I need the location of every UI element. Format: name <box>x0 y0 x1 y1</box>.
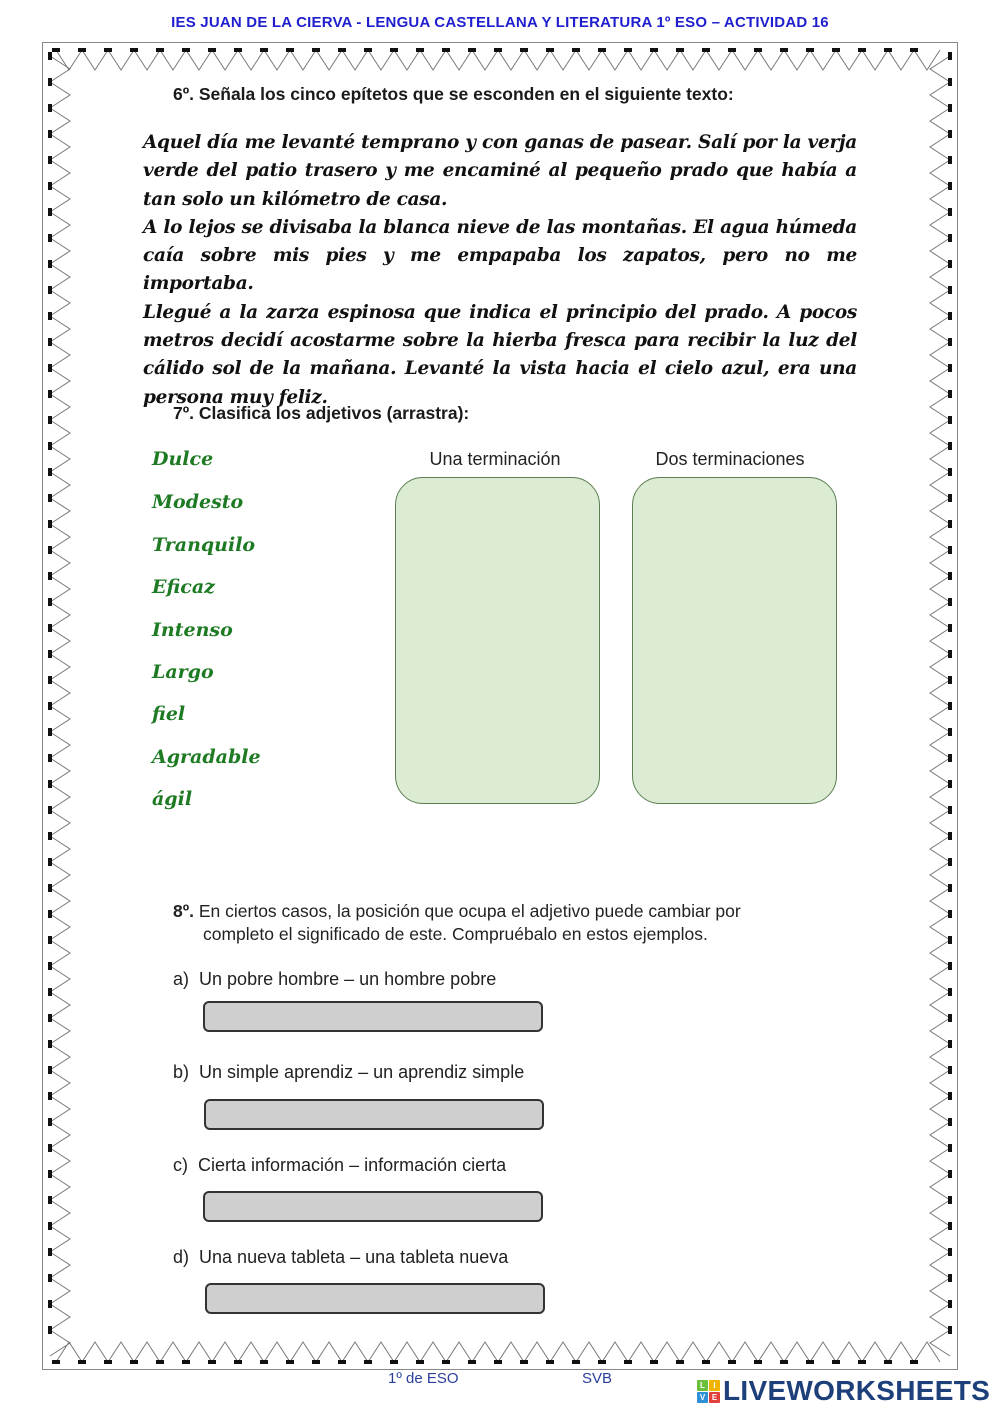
item-letter: c) <box>173 1155 188 1175</box>
logo-icon: L I V E <box>697 1380 720 1403</box>
item-letter: d) <box>173 1247 190 1267</box>
q8-item-a <box>173 969 496 990</box>
draggable-word[interactable]: Eficaz <box>152 576 215 598</box>
q6-title: 6º. Señala los cinco epítetos que se esconden en el siguiente texto: <box>173 84 734 104</box>
worksheet-header: IES JUAN DE LA CIERVA - LENGUA CASTELLANA Y LITERATURA 1º ESO – ACTIVIDAD 16 <box>171 14 829 31</box>
item-text: Una nueva tableta – una tableta nueva <box>199 1247 509 1267</box>
item-text: Un simple aprendiz – un aprendiz simple <box>199 1062 525 1082</box>
logo-text: LIVEWORKSHEETS <box>723 1375 991 1406</box>
answer-field-a[interactable] <box>203 1001 543 1032</box>
q8-text-line1: En ciertos casos, la posición que ocupa el adjetivo puede cambiar por <box>198 901 741 921</box>
draggable-word[interactable]: ágil <box>152 788 193 810</box>
q6-paragraph[interactable]: Llegué a la zarza espinosa que indica el principio del prado. A pocos metros decidí acostarme sobre la hierba fresca para recibir la luz del cálido sol de la mañana. Levanté la vista hacia el cielo azul, era una persona muy feliz. <box>143 301 857 408</box>
draggable-word[interactable]: Tranquilo <box>152 534 256 556</box>
draggable-word[interactable]: Dulce <box>152 448 214 470</box>
liveworksheets-logo[interactable] <box>697 1375 990 1407</box>
draggable-word[interactable]: fiel <box>152 703 186 725</box>
q8-prompt <box>173 900 741 946</box>
item-letter: b) <box>173 1062 190 1082</box>
draggable-word[interactable]: Largo <box>152 661 214 683</box>
answer-field-d[interactable] <box>205 1283 545 1314</box>
draggable-word[interactable]: Agradable <box>152 746 261 768</box>
item-letter: a) <box>173 969 190 989</box>
q6-text[interactable] <box>143 129 857 412</box>
column-label-dos-terminaciones: Dos terminaciones <box>655 449 805 469</box>
q6-paragraph[interactable]: A lo lejos se divisaba la blanca nieve de las montañas. El agua húmeda caía sobre mis pies y me empapaba los zapatos, pero no me importaba. <box>143 216 857 295</box>
item-text: Un pobre hombre – un hombre pobre <box>199 969 497 989</box>
drop-zone-una-terminacion[interactable] <box>395 477 600 804</box>
footer-author: SVB <box>582 1370 613 1387</box>
q8-text-line2: completo el significado de este. Compruébalo en estos ejemplos. <box>203 924 708 944</box>
item-text: Cierta información – información cierta <box>198 1155 507 1175</box>
q6-paragraph[interactable]: Aquel día me levanté temprano y con ganas de pasear. Salí por la verja verde del patio trasero y me encaminé al pequeño prado que había a tan solo un kilómetro de casa. <box>143 132 857 210</box>
answer-field-c[interactable] <box>203 1191 543 1222</box>
answer-field-b[interactable] <box>204 1099 544 1130</box>
drop-zone-dos-terminaciones[interactable] <box>632 477 837 804</box>
q7-title: 7º. Clasifica los adjetivos (arrastra): <box>173 403 470 423</box>
q8-item-c <box>173 1155 506 1176</box>
draggable-word[interactable]: Modesto <box>152 491 244 513</box>
q8-item-b <box>173 1062 524 1083</box>
q8-number: 8º. <box>173 901 194 921</box>
draggable-word[interactable]: Intenso <box>152 619 233 641</box>
column-label-una-terminacion: Una terminación <box>429 449 561 469</box>
q8-item-d <box>173 1247 508 1268</box>
footer-course: 1º de ESO <box>388 1370 459 1387</box>
